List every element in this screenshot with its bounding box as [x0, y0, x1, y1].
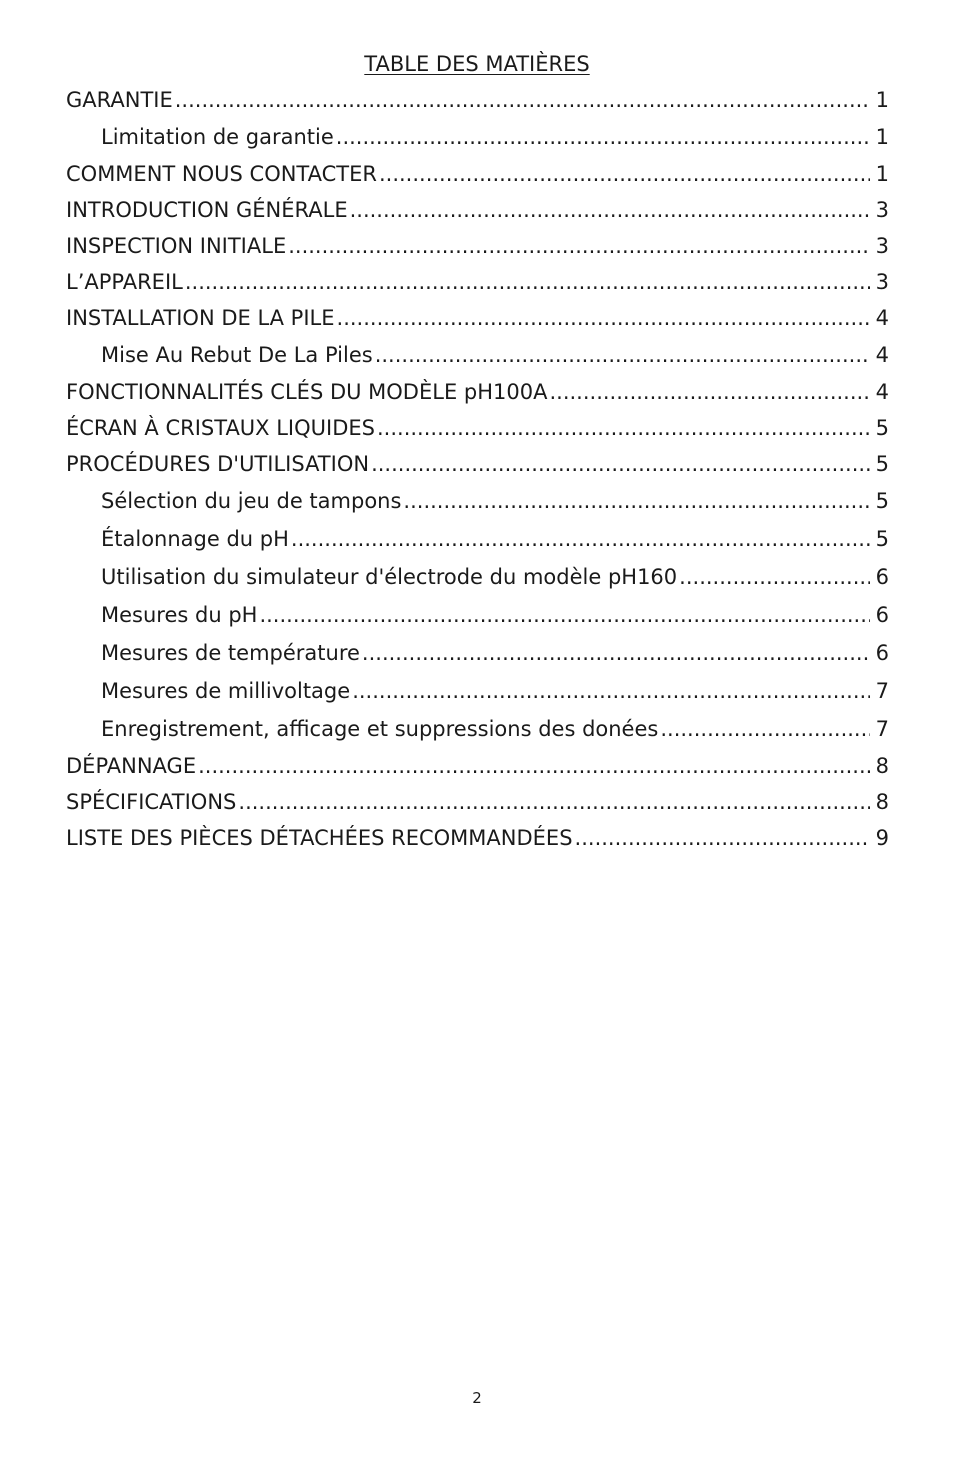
toc-page-number: 1: [875, 162, 889, 186]
toc-page-number: 5: [875, 489, 889, 513]
toc-entry-simulateur-electrode[interactable]: [66, 558, 889, 596]
toc-entry-procedures-utilisation[interactable]: [66, 446, 889, 482]
toc-entry-limitation-de-garantie[interactable]: [66, 118, 889, 156]
dot-leader: [679, 558, 869, 596]
dot-leader: [238, 784, 869, 820]
toc-entry-label: Mesures de millivoltage: [101, 679, 351, 703]
dot-leader: [185, 264, 870, 300]
toc-page-number: 3: [875, 234, 889, 258]
toc-entry-mesures-temperature[interactable]: [66, 634, 889, 672]
toc-entry-label: Mesures de température: [101, 641, 360, 665]
dot-leader: [375, 336, 870, 374]
dot-leader: [575, 820, 870, 856]
toc-entry-introduction-generale[interactable]: [66, 192, 889, 228]
toc-page-number: 5: [875, 452, 889, 476]
toc-entry-mesures-millivoltage[interactable]: [66, 672, 889, 710]
page-number: 2: [472, 1389, 482, 1407]
dot-leader: [198, 748, 870, 784]
toc-page-number: 6: [875, 641, 889, 665]
toc-page-number: 4: [875, 306, 889, 330]
toc-entry-fonctionnalites-cles[interactable]: [66, 374, 889, 410]
toc-entry-label: LISTE DES PIÈCES DÉTACHÉES RECOMMANDÉES: [66, 826, 573, 850]
toc-page-number: 5: [875, 416, 889, 440]
toc-page-number: 7: [875, 717, 889, 741]
toc-entry-selection-jeu-tampons[interactable]: [66, 482, 889, 520]
toc-page-number: 6: [875, 603, 889, 627]
toc-page-number: 6: [875, 565, 889, 589]
toc-entry-label: Limitation de garantie: [101, 125, 334, 149]
toc-entry-garantie[interactable]: [66, 82, 889, 118]
toc-entry-appareil[interactable]: [66, 264, 889, 300]
toc-entry-label: Étalonnage du pH: [101, 527, 289, 551]
dot-leader: [175, 82, 870, 118]
dot-leader: [352, 672, 869, 710]
toc-page-number: 1: [875, 88, 889, 112]
toc-entry-inspection-initiale[interactable]: [66, 228, 889, 264]
toc-entry-specifications[interactable]: [66, 784, 889, 820]
toc-entry-label: Enregistrement, afficage et suppressions des donées: [101, 717, 659, 741]
toc-entry-mise-au-rebut[interactable]: [66, 336, 889, 374]
dot-leader: [350, 192, 870, 228]
toc-entry-label: Mise Au Rebut De La Piles: [101, 343, 373, 367]
dot-leader: [660, 710, 869, 748]
toc-page-number: 9: [875, 826, 889, 850]
toc-entry-label: DÉPANNAGE: [66, 754, 197, 778]
dot-leader: [403, 482, 869, 520]
dot-leader: [379, 156, 870, 192]
toc-entry-label: INTRODUCTION GÉNÉRALE: [66, 198, 348, 222]
toc-page-number: 4: [875, 380, 889, 404]
dot-leader: [371, 446, 870, 482]
toc-page-number: 7: [875, 679, 889, 703]
dot-leader: [288, 228, 869, 264]
dot-leader: [377, 410, 870, 446]
dot-leader: [549, 374, 869, 410]
toc-title: TABLE DES MATIÈRES: [364, 52, 590, 76]
dot-leader: [336, 118, 870, 156]
toc-entry-label: Utilisation du simulateur d'électrode du modèle pH160: [101, 565, 678, 589]
toc-entry-ecran-cristaux-liquides[interactable]: [66, 410, 889, 446]
dot-leader: [291, 520, 870, 558]
toc-entry-label: GARANTIE: [66, 88, 173, 112]
toc-entry-liste-pieces[interactable]: [66, 820, 889, 856]
toc-entry-comment-nous-contacter[interactable]: [66, 156, 889, 192]
toc-entry-label: INSPECTION INITIALE: [66, 234, 287, 258]
toc-entry-label: Mesures du pH: [101, 603, 258, 627]
toc-entry-label: PROCÉDURES D'UTILISATION: [66, 452, 370, 476]
toc-entry-etalonnage-ph[interactable]: [66, 520, 889, 558]
toc-page-number: 5: [875, 527, 889, 551]
toc-entry-label: FONCTIONNALITÉS CLÉS DU MODÈLE pH100A: [66, 380, 548, 404]
toc-page-number: 8: [875, 790, 889, 814]
toc-entry-label: INSTALLATION DE LA PILE: [66, 306, 335, 330]
toc-page-number: 8: [875, 754, 889, 778]
toc-entry-mesures-ph[interactable]: [66, 596, 889, 634]
toc-list: [66, 82, 889, 856]
toc-page-number: 3: [875, 198, 889, 222]
toc-entry-label: SPÉCIFICATIONS: [66, 790, 237, 814]
toc-page-number: 3: [875, 270, 889, 294]
toc-entry-depannage[interactable]: [66, 748, 889, 784]
toc-page-number: 1: [875, 125, 889, 149]
toc-entry-enregistrement-donnees[interactable]: [66, 710, 889, 748]
toc-page-number: 4: [875, 343, 889, 367]
toc-entry-label: Sélection du jeu de tampons: [101, 489, 402, 513]
dot-leader: [337, 300, 870, 336]
toc-entry-label: ÉCRAN À CRISTAUX LIQUIDES: [66, 416, 375, 440]
toc-entry-label: L’APPAREIL: [66, 270, 183, 294]
dot-leader: [362, 634, 870, 672]
toc-entry-installation-de-la-pile[interactable]: [66, 300, 889, 336]
toc-entry-label: COMMENT NOUS CONTACTER: [66, 162, 377, 186]
dot-leader: [259, 596, 869, 634]
